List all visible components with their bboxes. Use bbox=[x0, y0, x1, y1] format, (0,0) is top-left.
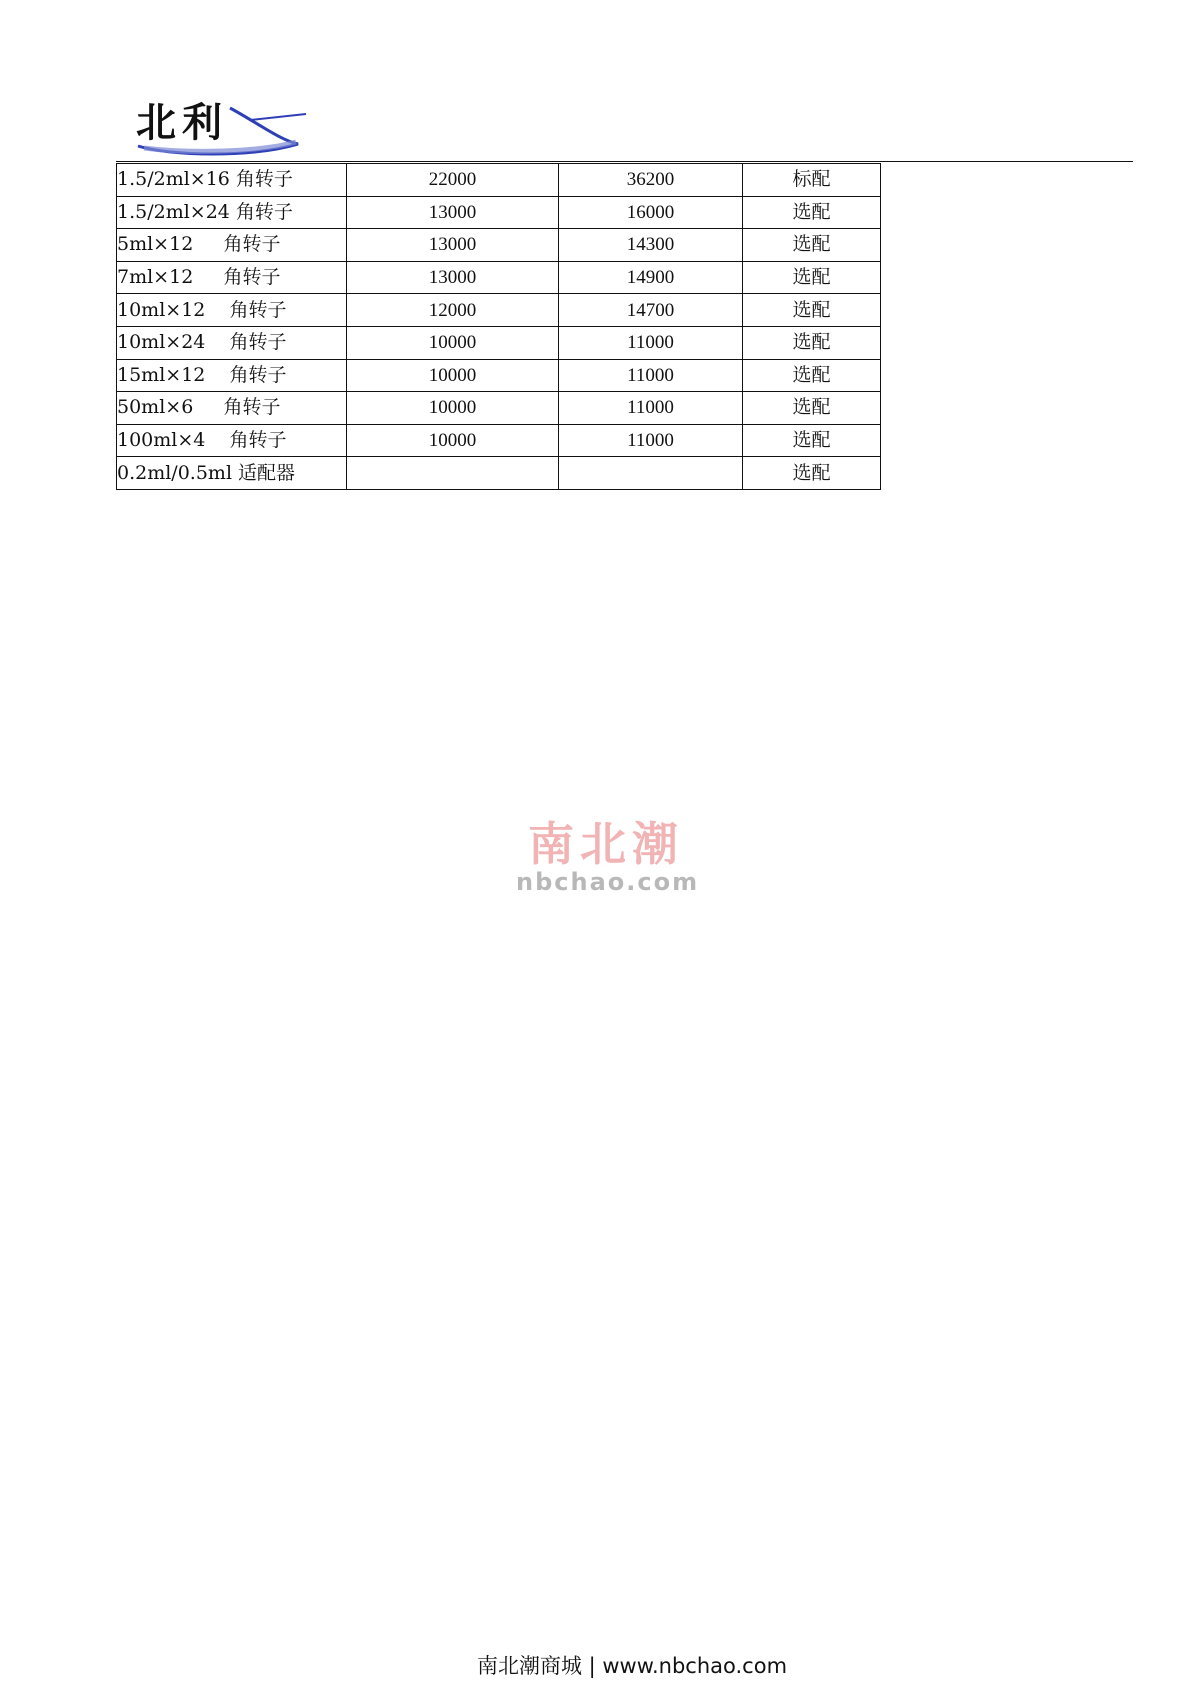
logo-swoosh-icon bbox=[130, 92, 310, 158]
table-row bbox=[117, 261, 881, 294]
config-cell: 选配 bbox=[743, 261, 881, 294]
config-cell: 选配 bbox=[743, 392, 881, 425]
rotor-name-cell: 100ml×4 角转子 bbox=[117, 424, 347, 457]
rcf-cell: 14700 bbox=[559, 294, 743, 327]
rcf-cell: 11000 bbox=[559, 359, 743, 392]
config-cell: 标配 bbox=[743, 164, 881, 197]
table-row bbox=[117, 457, 881, 490]
rcf-cell: 11000 bbox=[559, 392, 743, 425]
config-cell: 选配 bbox=[743, 359, 881, 392]
table-row bbox=[117, 392, 881, 425]
speed-cell: 13000 bbox=[347, 196, 559, 229]
logo-text: 北利 bbox=[136, 99, 228, 146]
rotor-name-cell: 15ml×12 角转子 bbox=[117, 359, 347, 392]
table-row bbox=[117, 326, 881, 359]
rotor-name-cell: 10ml×12 角转子 bbox=[117, 294, 347, 327]
speed-cell: 10000 bbox=[347, 326, 559, 359]
header-divider bbox=[116, 161, 1133, 162]
rotor-name-cell: 10ml×24 角转子 bbox=[117, 326, 347, 359]
watermark-cn: 南北潮 bbox=[528, 817, 684, 871]
config-cell: 选配 bbox=[743, 457, 881, 490]
speed-cell: 10000 bbox=[347, 392, 559, 425]
watermark bbox=[516, 817, 700, 896]
table-row bbox=[117, 229, 881, 262]
config-cell: 选配 bbox=[743, 424, 881, 457]
rcf-cell: 14900 bbox=[559, 261, 743, 294]
rcf-cell: 11000 bbox=[559, 424, 743, 457]
footer-text[interactable]: 南北潮商城 | www.nbchao.com bbox=[476, 1654, 788, 1678]
table-row bbox=[117, 424, 881, 457]
table-row bbox=[117, 359, 881, 392]
rotor-name-cell: 0.2ml/0.5ml 适配器 bbox=[117, 457, 347, 490]
rotor-name-cell: 7ml×12 角转子 bbox=[117, 261, 347, 294]
rotor-name-cell: 1.5/2ml×24 角转子 bbox=[117, 196, 347, 229]
table-row bbox=[117, 196, 881, 229]
speed-cell: 10000 bbox=[347, 359, 559, 392]
rcf-cell: 14300 bbox=[559, 229, 743, 262]
speed-cell: 13000 bbox=[347, 261, 559, 294]
speed-cell: 10000 bbox=[347, 424, 559, 457]
rcf-cell bbox=[559, 457, 743, 490]
speed-cell: 13000 bbox=[347, 229, 559, 262]
rotor-spec-table bbox=[116, 163, 881, 490]
company-logo bbox=[130, 92, 310, 158]
rotor-name-cell: 1.5/2ml×16 角转子 bbox=[117, 164, 347, 197]
watermark-en: nbchao.com bbox=[516, 868, 700, 896]
rotor-name-cell: 5ml×12 角转子 bbox=[117, 229, 347, 262]
rcf-cell: 11000 bbox=[559, 326, 743, 359]
config-cell: 选配 bbox=[743, 229, 881, 262]
rotor-name-cell: 50ml×6 角转子 bbox=[117, 392, 347, 425]
speed-cell: 22000 bbox=[347, 164, 559, 197]
speed-cell bbox=[347, 457, 559, 490]
rcf-cell: 36200 bbox=[559, 164, 743, 197]
config-cell: 选配 bbox=[743, 196, 881, 229]
table-row bbox=[117, 164, 881, 197]
config-cell: 选配 bbox=[743, 326, 881, 359]
config-cell: 选配 bbox=[743, 294, 881, 327]
speed-cell: 12000 bbox=[347, 294, 559, 327]
table-row bbox=[117, 294, 881, 327]
rcf-cell: 16000 bbox=[559, 196, 743, 229]
